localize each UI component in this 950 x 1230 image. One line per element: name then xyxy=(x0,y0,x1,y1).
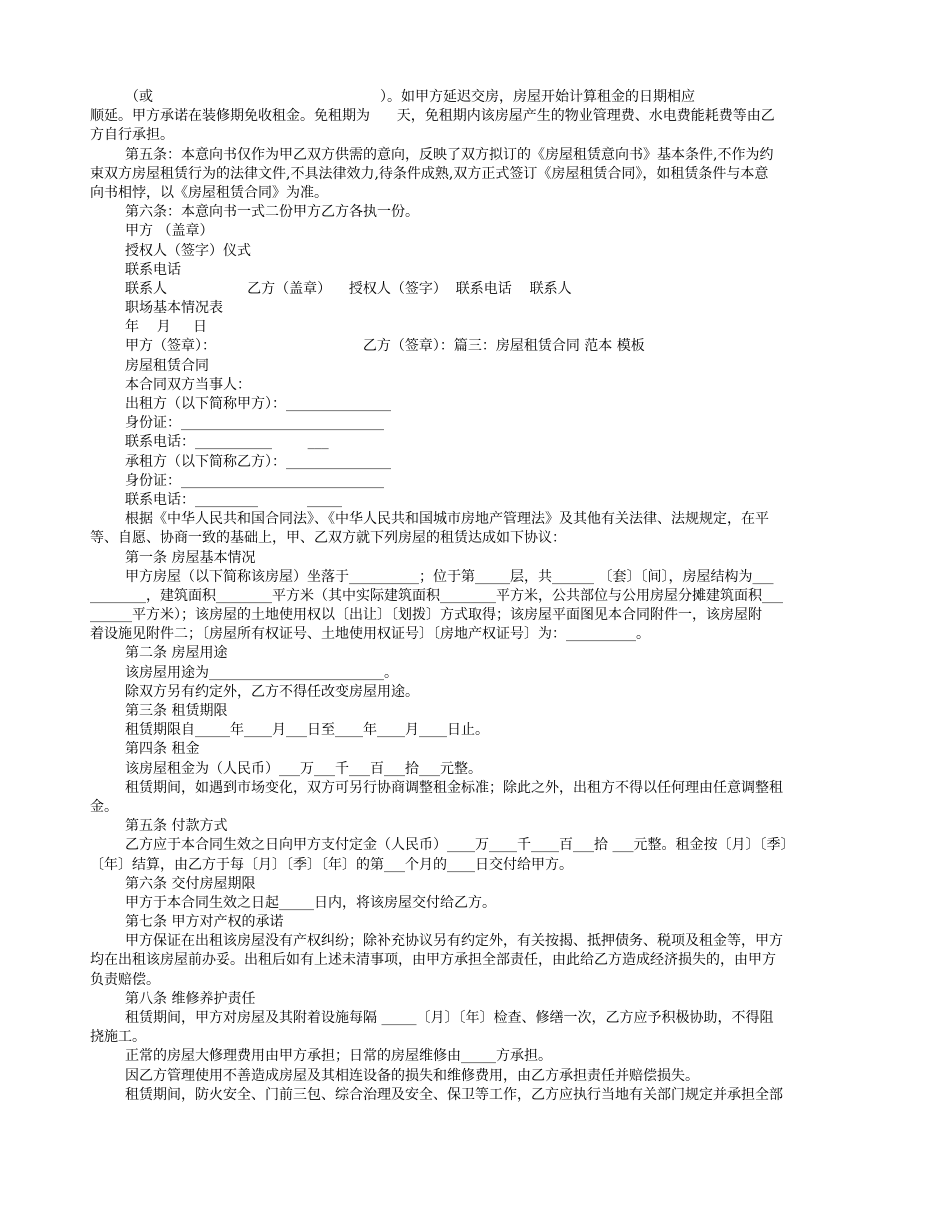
text-line: 第六条：本意向书一式二份甲方乙方各执一份。 xyxy=(125,204,419,221)
text-line: 向书相悖，以《房屋租赁合同》为准。 xyxy=(90,184,328,201)
text-line: 束双方房屋租赁行为的法律文件,不具法律效力,待条件成熟,双方正式签订《房屋租赁合同》，如租赁条件与本意 xyxy=(90,165,769,182)
text-line: 联系人 乙方（盖章） 授权人（签字） 联系电话 联系人 xyxy=(125,280,572,297)
text-line: 房屋租赁合同 xyxy=(125,357,209,374)
text-line: 〔年〕结算，由乙方于每〔月〕〔季〕〔年〕的第___个月的____日交付给甲方。 xyxy=(90,856,573,873)
text-line: 甲方 （盖章） xyxy=(125,223,214,240)
text-line: 第五条 付款方式 xyxy=(125,818,228,835)
text-line: 着设施见附件二；〔房屋所有权证号、土地使用权证号〕〔房地产权证号〕为：__________。 xyxy=(90,626,650,643)
text-line: 身份证：_____________________________ xyxy=(125,472,384,489)
text-line: 该房屋用途为_________________________。 xyxy=(125,664,398,681)
text-line: ______平方米）；该房屋的土地使用权以〔出让〕〔划拨〕方式取得；该房屋平面图见本合同附件一，该房屋附 xyxy=(90,607,762,624)
text-line: 金。 xyxy=(90,798,118,815)
text-line: 根据《中华人民共和国合同法》、《中华人民共和国城市房地产管理法》及其他有关法律、法规规定，在平 xyxy=(125,511,769,528)
text-line: 甲方保证在出租该房屋没有产权纠纷；除补充协议另有约定外，有关按揭、抵押债务、税项及租金等，甲方 xyxy=(125,933,783,950)
text-line: 甲方（签章）： 乙方（签章）：篇三：房屋租赁合同 范本 模板 xyxy=(125,338,645,355)
text-line: 挠施工。 xyxy=(90,1029,146,1046)
document-page xyxy=(90,88,860,1105)
text-line: 第四条 租金 xyxy=(125,741,200,758)
text-line: 正常的房屋大修理费用由甲方承担；日常的房屋维修由_____方承担。 xyxy=(125,1048,552,1065)
text-line: 出租方（以下简称甲方）：_______________ xyxy=(125,396,391,412)
text-line: 均在出租该房屋前办妥。出租后如有上述未清事项，由甲方承担全部责任，由此给乙方造成经济损失的，由甲方 xyxy=(90,952,776,969)
text-line: 年 月 日 xyxy=(125,319,208,336)
text-line: 职场基本情况表 xyxy=(125,300,223,317)
text-line: 第六条 交付房屋期限 xyxy=(125,875,256,892)
text-line: 租赁期限自_____年____月___日至____年____月____日止。 xyxy=(125,722,489,739)
text-line: 甲方房屋（以下简称该房屋）坐落于__________；位于第_____层，共______ 〔套〕〔间〕，房屋结构为___ xyxy=(125,568,774,585)
text-line: 因乙方管理使用不善造成房屋及其相连设备的损失和维修费用，由乙方承担责任并赔偿损失。 xyxy=(125,1067,699,1084)
text-line: 身份证：_____________________________ xyxy=(125,415,384,432)
text-line: 负责赔偿。 xyxy=(90,971,160,988)
text-line: 该房屋租金为（人民币）___万___千___百___拾___元整。 xyxy=(125,760,482,777)
text-line: 租赁期间，防火安全、门前三包、综合治理及安全、保卫等工作，乙方应执行当地有关部门规定并承担全部 xyxy=(125,1086,783,1103)
text-line: 第二条 房屋用途 xyxy=(125,645,228,662)
text-line: 联系电话 xyxy=(125,261,181,278)
text-line: 等、自愿、协商一致的基础上，甲、乙双方就下列房屋的租赁达成如下协议： xyxy=(90,530,566,547)
text-line: 租赁期间，甲方对房屋及其附着设施每隔 _____〔月〕〔年〕检查、修缮一次，乙方应予积极协助，不得阻 xyxy=(125,1010,774,1026)
text-line: 第八条 维修养护责任 xyxy=(125,990,256,1007)
text-line: 承租方（以下简称乙方）：_______________ xyxy=(125,453,391,470)
text-line: 第三条 租赁期限 xyxy=(125,703,228,719)
text-line: 联系电话：_________ _____ xyxy=(125,491,342,508)
text-line: 方自行承担。 xyxy=(90,127,174,144)
text-line: （或 ）。如甲方延迟交房，房屋开始计算租金的日期相应 xyxy=(125,89,695,105)
text-line: ________，建筑面积________平方米（其中实际建筑面积________平方米，公共部位与公用房屋分摊建筑面积___ xyxy=(90,587,783,604)
text-line: 本合同双方当事人： xyxy=(125,376,251,393)
text-line: 第一条 房屋基本情况 xyxy=(125,549,256,566)
text-line: 乙方应于本合同生效之日向甲方支付定金（人民币）____万____千____百___拾 ___元整。租金按〔月〕〔季〕 xyxy=(125,837,795,854)
text-line: 甲方于本合同生效之日起_____日内，将该房屋交付给乙方。 xyxy=(125,894,496,911)
text-line: 顺延。甲方承诺在装修期免收租金。免租期为 天，免租期内该房屋产生的物业管理费、水电费能耗费等由乙 xyxy=(90,108,775,125)
text-line: 联系电话：___________ ___ xyxy=(125,434,329,451)
text-line: 租赁期间，如遇到市场变化，双方可另行协商调整租金标准；除此之外，出租方不得以任何理由任意调整租 xyxy=(125,779,783,796)
text-line: 第七条 甲方对产权的承诺 xyxy=(125,914,284,931)
text-line: 除双方另有约定外，乙方不得任改变房屋用途。 xyxy=(125,683,419,700)
text-line: 授权人（签字）仪式 xyxy=(125,242,251,259)
text-line: 第五条：本意向书仅作为甲乙双方供需的意向，反映了双方拟订的《房屋租赁意向书》基本条件,不作为约 xyxy=(125,146,774,163)
